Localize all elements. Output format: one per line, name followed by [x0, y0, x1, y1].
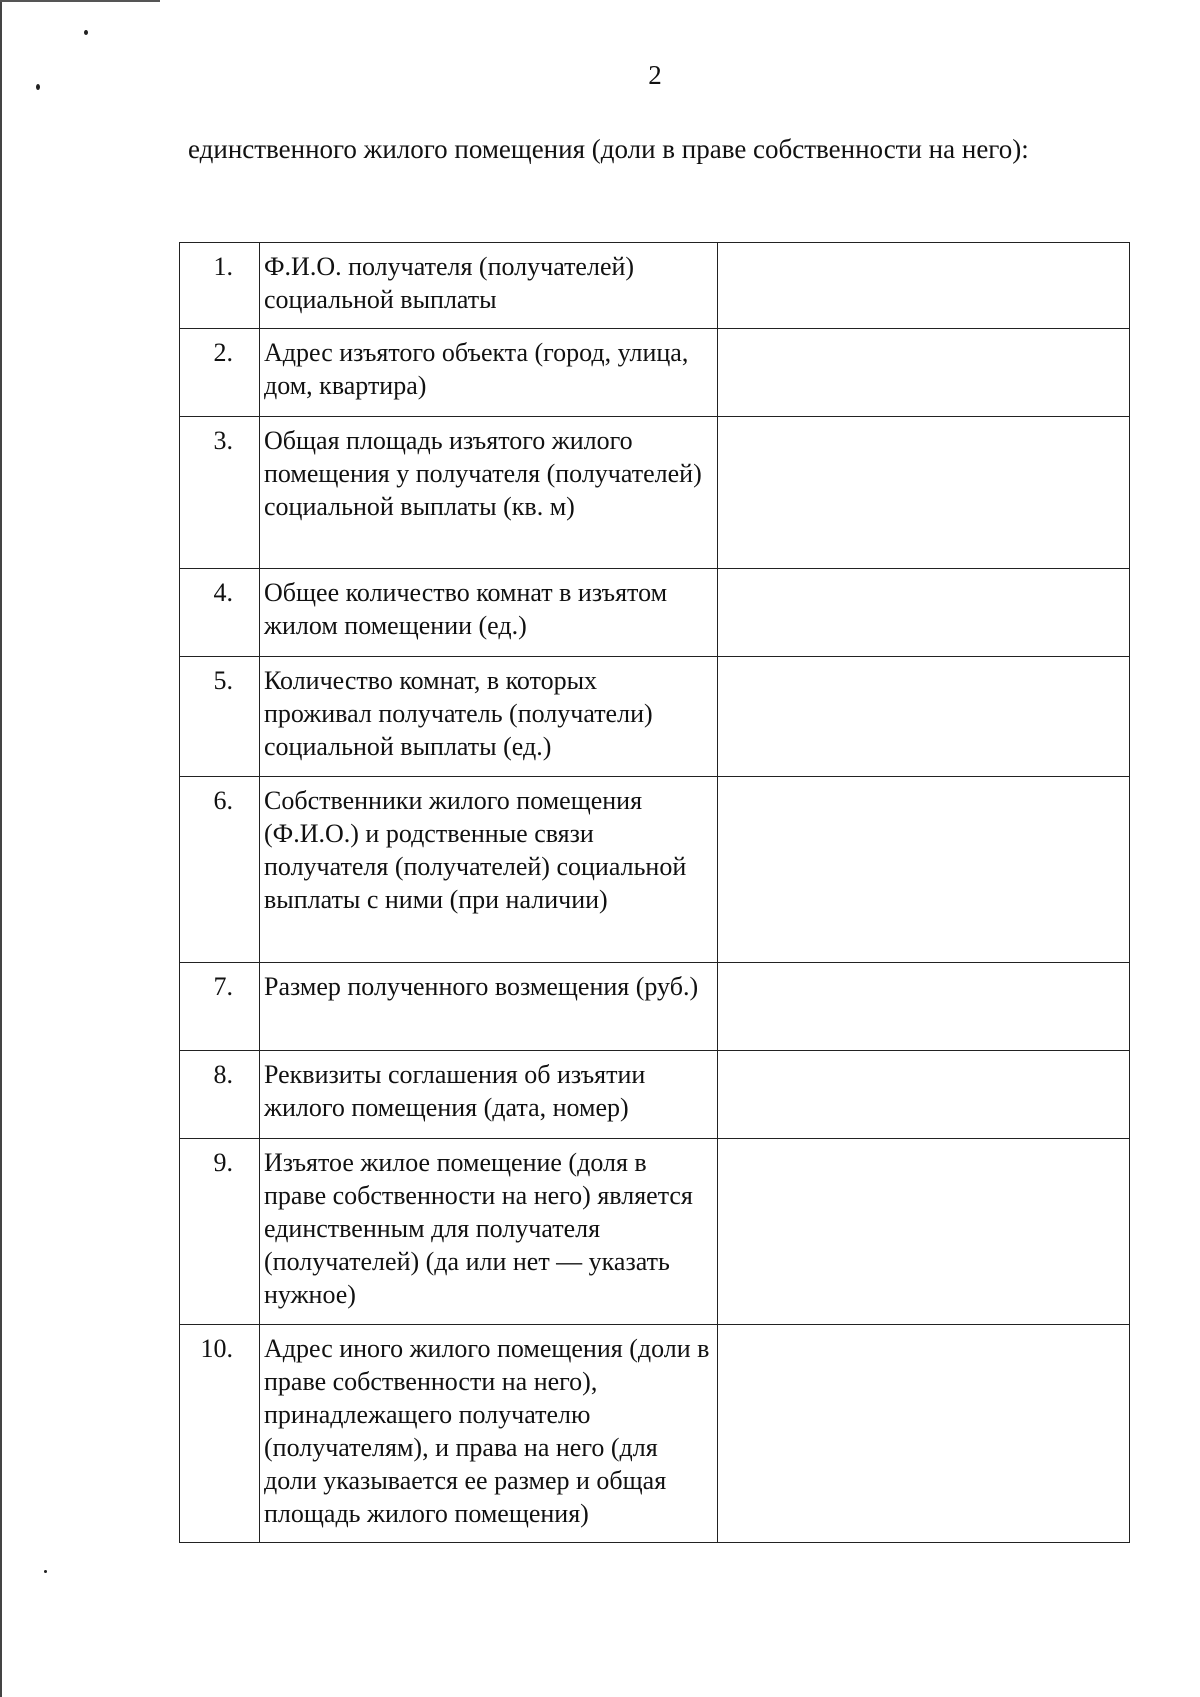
row-label: Ф.И.О. получателя (получателей) социальной выплаты: [260, 243, 718, 329]
table-row: [180, 329, 1130, 417]
table-row: [180, 243, 1130, 329]
scan-left-edge: [0, 0, 7, 1697]
row-number: 7.: [180, 963, 260, 1051]
row-number: 8.: [180, 1051, 260, 1139]
row-label: Адрес изъятого объекта (город, улица, дом, квартира): [260, 329, 718, 417]
table-row: [180, 1325, 1130, 1543]
row-value[interactable]: [718, 1139, 1130, 1325]
row-number: 3.: [180, 417, 260, 569]
row-value[interactable]: [718, 777, 1130, 963]
table-row: [180, 569, 1130, 657]
row-number: 5.: [180, 657, 260, 777]
row-value[interactable]: [718, 657, 1130, 777]
row-number: 2.: [180, 329, 260, 417]
scan-top-edge: [0, 0, 160, 2]
info-table: [179, 242, 1130, 1543]
row-label: Изъятое жилое помещение (доля в праве собственности на него) является единственным для получателя (получателей) (да или нет — указать нужное): [260, 1139, 718, 1325]
intro-text: единственного жилого помещения (доли в праве собственности на него):: [188, 134, 1029, 164]
row-value[interactable]: [718, 1325, 1130, 1543]
table-row: [180, 417, 1130, 569]
row-label: Адрес иного жилого помещения (доли в праве собственности на него), принадлежащего получателю (получателям), и права на него (для доли указывается ее размер и общая площадь жилого помещения): [260, 1325, 718, 1543]
row-number: 10.: [180, 1325, 260, 1543]
table-row: [180, 657, 1130, 777]
table-row: [180, 1139, 1130, 1325]
row-number: 9.: [180, 1139, 260, 1325]
row-label: Размер полученного возмещения (руб.): [260, 963, 718, 1051]
scan-speck: [84, 30, 88, 35]
row-label: Общее количество комнат в изъятом жилом помещении (ед.): [260, 569, 718, 657]
row-value[interactable]: [718, 329, 1130, 417]
row-value[interactable]: [718, 963, 1130, 1051]
table-row: [180, 777, 1130, 963]
row-number: 4.: [180, 569, 260, 657]
row-number: 1.: [180, 243, 260, 329]
row-label: Количество комнат, в которых проживал получатель (получатели) социальной выплаты (ед.): [260, 657, 718, 777]
scan-speck: [44, 1570, 47, 1573]
row-label: Общая площадь изъятого жилого помещения у получателя (получателей) социальной выплаты (кв. м): [260, 417, 718, 569]
row-value[interactable]: [718, 569, 1130, 657]
row-label: Реквизиты соглашения об изъятии жилого помещения (дата, номер): [260, 1051, 718, 1139]
table-row: [180, 1051, 1130, 1139]
table-row: [180, 963, 1130, 1051]
row-value[interactable]: [718, 1051, 1130, 1139]
row-label: Собственники жилого помещения (Ф.И.О.) и родственные связи получателя (получателей) социальной выплаты с ними (при наличии): [260, 777, 718, 963]
row-value[interactable]: [718, 417, 1130, 569]
row-value[interactable]: [718, 243, 1130, 329]
page-number: 2: [648, 60, 662, 90]
row-number: 6.: [180, 777, 260, 963]
